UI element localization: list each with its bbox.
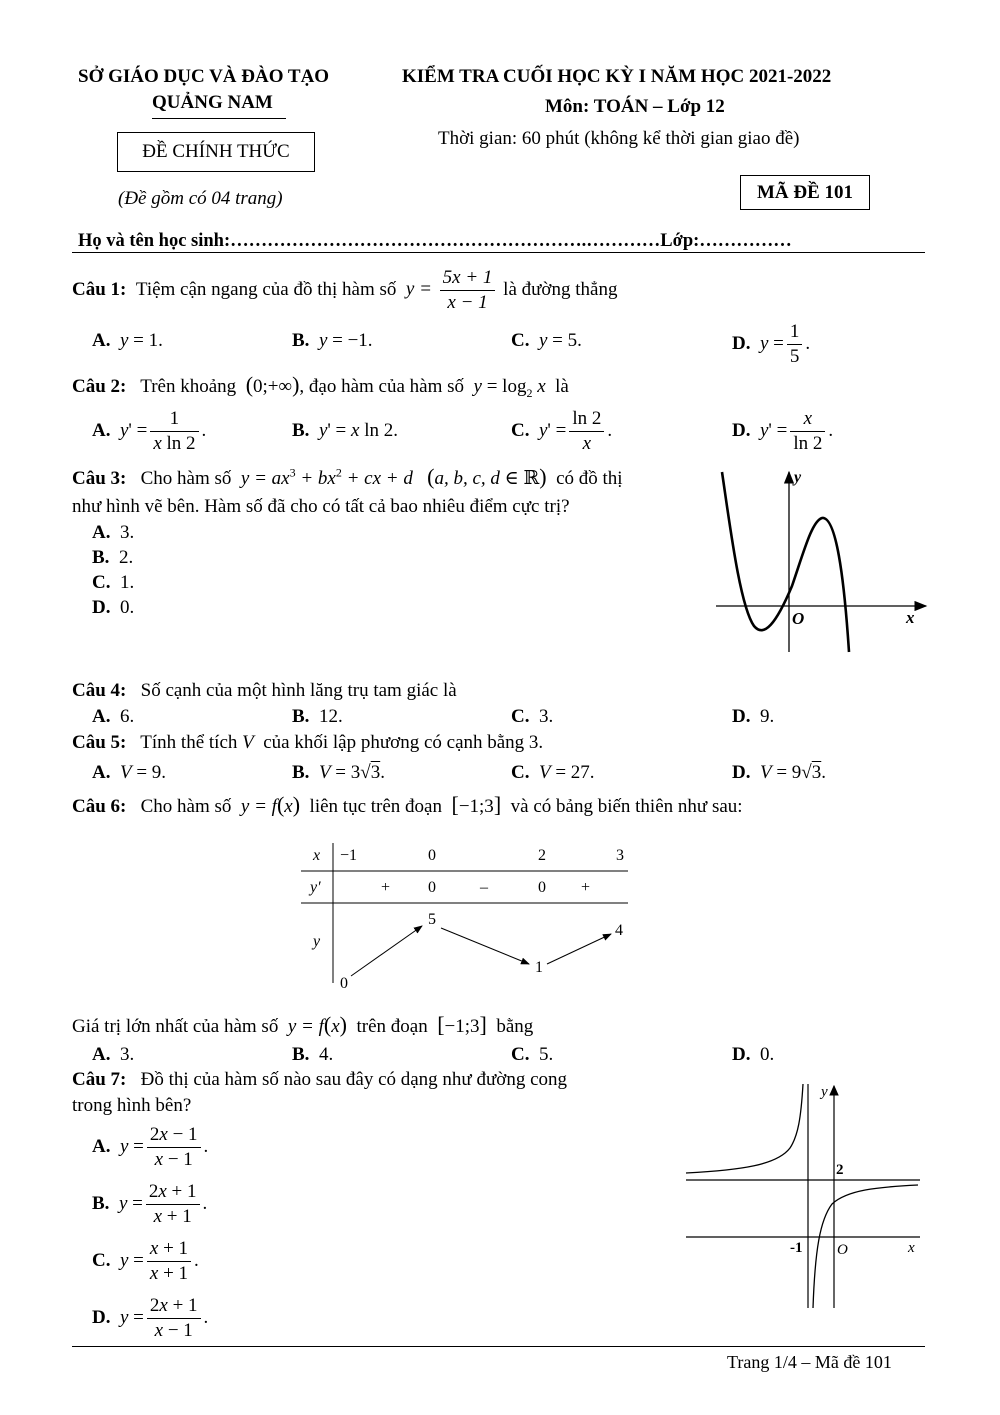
student-info-line: Họ và tên học sinh:………………………………………………….…………Lớp:…………… [78,231,792,251]
q1-option-d: D. y = $\frac{1}{5}$ . [732,320,811,367]
q1-option-a: A. y = 1. [92,330,163,351]
q5-option-a: A. V = 9. [92,762,167,783]
q1-option-c: C. y = 5. [511,330,582,351]
question-3: Câu 3: Cho hàm số $y = ax^3 + bx^2$ + cx + d (a, b, c, d ∈ ℝ) có đồ thị [72,464,623,489]
vt-x-value: −1 [340,847,358,864]
q5-option-c: C. V = 27. [511,762,595,783]
q4-option-a: A. 6. [92,706,135,727]
q3-y-label: y [794,469,802,486]
vt-x-value: 0 [428,847,436,864]
question-6: Câu 6: Cho hàm số y = f(x) liên tục trên đoạn [−1;3] và có bảng biến thiên như sau: [72,792,743,817]
q5-option-b: B. V = 3√3. [292,762,385,783]
q3-x-label: x [906,608,915,627]
vt-sign: + [581,879,591,896]
q7-option-c: C. y = $\frac{x + 1}{x + 1}$ . [92,1237,199,1284]
q6-option-c: C. 5. [511,1044,554,1065]
q6-option-a: A. 3. [92,1044,135,1065]
vt-x-label: x [313,847,321,864]
question-3-line2: như hình vẽ bên. Hàm số đã cho có tất cả bao nhiêu điểm cực trị? [72,496,570,517]
q5-option-d: D. V = 9√3. [732,762,826,783]
question-7: Câu 7: Đồ thị của hàm số nào sau đây có dạng như đường cong [72,1069,568,1090]
q7-option-a: A. y = $\frac{2x - 1}{x - 1}$ . [92,1123,209,1170]
q7-h-asym-label: 2 [836,1162,844,1178]
official-label-text: ĐỀ CHÍNH THỨC [142,141,290,162]
footer-page: Trang 1/4 – Mã đề 101 [727,1352,892,1372]
department-name: SỞ GIÁO DỤC VÀ ĐÀO TẠO [78,66,330,87]
vt-arrow-up [351,926,422,976]
vt-sign: – [480,879,488,896]
question-1-tail: là đường thẳng [503,279,618,300]
province-underline [152,118,286,119]
question-2: Câu 2: Trên khoảng (0;+∞), đạo hàm của hàm số $y = \log_2 x$ là [72,372,569,400]
vt-y-label: y [313,933,321,950]
vt-x-value: 3 [616,847,624,864]
footer-rule [72,1346,925,1347]
q3-cubic-graph [712,466,932,656]
q3-option-d: D. 0. [92,597,135,618]
vt-arrow-up-2 [547,934,611,964]
q2-option-a: A. y ' = $\frac{1}{\text{x ln 2}}$ . [92,407,207,454]
q7-option-b: B. y = $\frac{2x + 1}{x + 1}$ . [92,1180,208,1227]
vt-sign: + [381,879,391,896]
question-6-ask: Giá trị lớn nhất của hàm số y = f(x) trên đoạn [−1;3] bằng [72,1012,534,1037]
q7-hyperbola-graph [682,1080,922,1312]
q3-option-c: C. 1. [92,572,135,593]
vt-sign: 0 [538,879,546,896]
vt-y-value: 0 [340,975,348,992]
question-2-text: Trên khoảng [140,376,237,397]
subject-line: Môn: TOÁN – Lớp 12 [545,96,725,117]
variation-table [295,838,635,998]
question-4-label: Câu 4: [72,680,127,701]
q4-option-b: B. 12. [292,706,343,727]
vt-yprime-label: y′ [310,879,321,896]
question-5: Câu 5: Tính thể tích V của khối lập phương có cạnh bằng 3. [72,732,544,753]
question-7-line2: trong hình bên? [72,1095,192,1116]
question-1-text: Tiệm cận ngang của đồ thị hàm số [135,279,397,300]
question-1-label: Câu 1: [72,279,127,300]
question-7-label: Câu 7: [72,1069,127,1090]
q7-y-label: y [821,1084,828,1100]
q7-left-branch [686,1084,803,1173]
q2-option-c: C. y ' = $\frac{\ln 2}{x}$ . [511,407,613,454]
vt-y-value: 5 [428,911,436,928]
exam-code-box [740,175,870,210]
q3-option-b: B. 2. [92,547,134,568]
q3-cubic-curve [722,472,849,652]
vt-y-value: 1 [535,959,543,976]
official-label [117,132,315,172]
question-6-label: Câu 6: [72,796,127,817]
question-1-function: y = $\frac{5x + 1}{x - 1}$ [401,266,498,315]
question-1 [72,262,617,318]
q3-option-a: A. 3. [92,522,135,543]
vt-sign: 0 [428,879,436,896]
q7-option-d: D. y = $\frac{2x + 1}{x - 1}$ . [92,1294,209,1341]
q7-x-label: x [908,1240,915,1256]
time-note: Thời gian: 60 phút (không kể thời gian giao đề) [438,128,800,149]
q7-origin-label: O [837,1242,848,1258]
exam-code-text: MÃ ĐỀ 101 [756,182,854,203]
q6-option-d: D. 0. [732,1044,775,1065]
vt-y-value: 4 [615,922,623,939]
vt-arrow-down [441,928,529,964]
pages-note: (Đề gồm có 04 trang) [118,188,283,209]
question-4: Câu 4: Số cạnh của một hình lăng trụ tam giác là [72,680,457,701]
department-province: QUẢNG NAM [152,92,273,113]
q1-option-b: B. y = −1. [292,330,373,351]
q7-v-asym-label: -1 [790,1240,803,1256]
q7-right-branch [813,1185,918,1308]
q2-option-d: D. y ' = $\frac{x}{\ln 2}$ . [732,407,834,454]
question-2-label: Câu 2: [72,376,127,397]
header-rule [72,252,925,253]
q6-option-b: B. 4. [292,1044,334,1065]
vt-x-value: 2 [538,847,546,864]
q3-origin-label: O [792,609,805,628]
exam-title: KIỂM TRA CUỐI HỌC KỲ I NĂM HỌC 2021-2022 [402,66,832,87]
question-5-label: Câu 5: [72,732,127,753]
q4-option-d: D. 9. [732,706,775,727]
question-3-label: Câu 3: [72,468,127,489]
q2-option-b: B. y' = x ln 2. [292,420,398,441]
q4-option-c: C. 3. [511,706,554,727]
